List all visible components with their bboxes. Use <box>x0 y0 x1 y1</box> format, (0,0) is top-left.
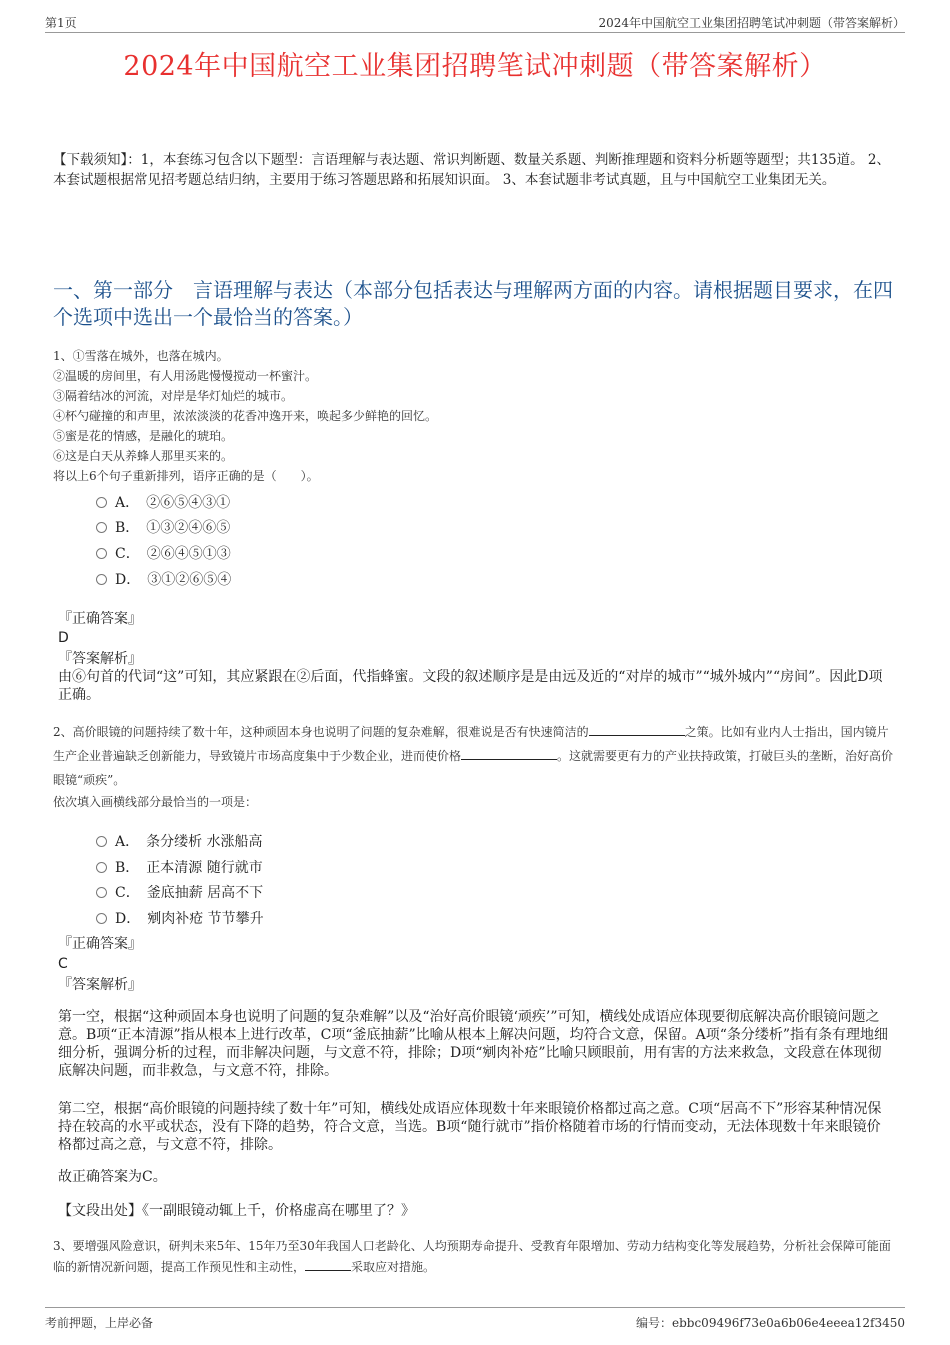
q2-option-d[interactable] <box>96 908 264 928</box>
q1-option-c[interactable] <box>96 543 231 563</box>
radio-icon[interactable] <box>96 574 107 585</box>
q1-option-c-label: C． ②⑥④⑤①③ <box>115 546 231 562</box>
q1-option-a[interactable] <box>96 492 230 512</box>
q1-option-b-label: B． ①③②④⑥⑤ <box>115 520 231 536</box>
page-title: 2024年中国航空工业集团招聘笔试冲刺题（带答案解析） <box>123 51 827 82</box>
q2-analysis-label: 『答案解析』 <box>58 977 142 993</box>
radio-icon[interactable] <box>96 548 107 559</box>
footer-doc-id: 编号：ebbc09496f73e0a6b06e4eeea12f3450 <box>636 1316 905 1330</box>
q2-option-c-label: C． 釜底抽薪 居高不下 <box>115 885 264 901</box>
radio-icon[interactable] <box>96 913 107 924</box>
q2-analysis-second-blank: 第二空，根据“高价眼镜的问题持续了数十年”可知，横线处成语应体现数十年来眼镜价格都过高之意。C项“居高不下”形容某种情况保持在较高的水平或状态，没有下降的趋势，符合文意，当选。B项“随行就市”指价格随着市场的行情而变动，无法体现数十年来眼镜价格都过高之意，与文意不符，排除。 <box>58 1101 882 1153</box>
page-number: 第1页 <box>45 16 77 30</box>
q1-answer: D <box>58 630 69 646</box>
question-1-line: ④杯勺碰撞的和声里，浓浓淡淡的花香冲逸开来，唤起多少鲜艳的回忆。 <box>53 409 438 423</box>
question-1-prompt: 将以上6个句子重新排列，语序正确的是（ ）。 <box>53 469 319 483</box>
q1-option-a-label: A． ②⑥⑤④③① <box>115 495 231 511</box>
q3-text-part2: 采取应对措施。 <box>351 1260 436 1274</box>
question-2 <box>53 720 898 792</box>
q2-option-a-label: A． 条分缕析 水涨船高 <box>115 834 263 850</box>
q2-text-part1: 2、高价眼镜的问题持续了数十年，这种顽固本身也说明了问题的复杂难解，很难说是否有快速简洁的 <box>53 725 589 739</box>
footer-slogan: 考前押题，上岸必备 <box>45 1316 154 1330</box>
question-1-line: 1、①雪落在城外，也落在城内。 <box>53 349 229 363</box>
section-heading: 一、第一部分 言语理解与表达（本部分包括表达与理解两方面的内容。请根据题目要求，在四个选项中选出一个最恰当的答案。） <box>53 278 893 329</box>
radio-icon[interactable] <box>96 836 107 847</box>
download-notice: 【下载须知】：1，本套练习包含以下题型：言语理解与表达题、常识判断题、数量关系题、判断推理题和资料分析题等题型；共135道。 2、本套试题根据常见招考题总结归纳，主要用于练习答题思路和拓展知识面。 3、本套试题非考试真题，且与中国航空工业集团无关。 <box>53 152 890 188</box>
q3-text-part1: 3、要增强风险意识，研判未来5年、15年乃至30年我国人口老龄化、人均预期寿命提升、受教育年限增加、劳动力结构变化等发展趋势，分析社会保障可能面临的新情况新问题，提高工作预见性和主动性， <box>53 1239 891 1274</box>
question-1-line: ⑤蜜是花的情感，是融化的琥珀。 <box>53 429 234 443</box>
question-3 <box>53 1236 898 1277</box>
q2-prompt: 依次填入画横线部分最恰当的一项是： <box>53 795 258 809</box>
q1-analysis-label: 『答案解析』 <box>58 651 142 667</box>
radio-icon[interactable] <box>96 887 107 898</box>
footer-divider <box>45 1307 905 1308</box>
q2-text-part2: 之策。比如有业内人士指出，国内镜片生产企业普遍缺乏创新能力，导致镜片市场高度集中于少数企业，进而使价格 <box>53 725 889 763</box>
q2-answer: C <box>58 956 68 972</box>
q2-blank-1 <box>589 721 685 736</box>
q1-option-d[interactable] <box>96 569 231 589</box>
q2-text-part3: 。这就需要更有力的产业扶持政策，打破巨头的垄断，治好高价眼镜“顽疾”。 <box>53 749 894 787</box>
q2-source: 【文段出处】《一副眼镜动辄上千，价格虚高在哪里了？》 <box>58 1203 415 1219</box>
question-1-line: ③隔着结冰的河流，对岸是华灯灿烂的城市。 <box>53 389 294 403</box>
radio-icon[interactable] <box>96 497 107 508</box>
q2-option-c[interactable] <box>96 882 263 902</box>
header-doc-title: 2024年中国航空工业集团招聘笔试冲刺题（带答案解析） <box>598 16 905 30</box>
q3-blank <box>305 1256 351 1271</box>
q2-option-b[interactable] <box>96 857 263 877</box>
question-1 <box>53 346 898 486</box>
q2-analysis-first-blank: 第一空，根据“这种顽固本身也说明了问题的复杂难解”以及“治好高价眼镜‘顽疾’”可知，横线处成语应体现要彻底解决高价眼镜问题之意。B项“正本清源”指从根本上进行改革，C项“釜底抽薪”比喻从根本上解决问题，均符合文意，保留。A项“条分缕析”指有条有理地细细分析，强调分析的过程，而非解决问题，与文意不符，排除；D项“剜肉补疮”比喻只顾眼前，用有害的方法来救急，文段意在体现彻底解决问题，而非救急，与文意不符，排除。 <box>58 1009 889 1079</box>
question-1-line: ②温暖的房间里，有人用汤匙慢慢搅动一杯蜜汁。 <box>53 369 318 383</box>
radio-icon[interactable] <box>96 862 107 873</box>
q2-option-a[interactable] <box>96 831 263 851</box>
q2-option-d-label: D． 剜肉补疮 节节攀升 <box>115 911 264 927</box>
q2-blank-2 <box>461 745 557 760</box>
header-divider <box>45 32 905 33</box>
q1-option-d-label: D． ③①②⑥⑤④ <box>115 572 232 588</box>
q2-answer-label: 『正确答案』 <box>58 936 142 952</box>
q1-option-b[interactable] <box>96 517 230 537</box>
q2-conclusion: 故正确答案为C。 <box>58 1169 167 1185</box>
question-1-line: ⑥这是白天从养蜂人那里买来的。 <box>53 449 234 463</box>
q1-analysis: 由⑥句首的代词“这”可知，其应紧跟在②后面，代指蜂蜜。文段的叙述顺序是是由远及近的“对岸的城市”“城外城内”“房间”。因此D项正确。 <box>58 669 883 703</box>
q2-option-b-label: B． 正本清源 随行就市 <box>115 860 263 876</box>
q1-answer-label: 『正确答案』 <box>58 611 142 627</box>
radio-icon[interactable] <box>96 522 107 533</box>
